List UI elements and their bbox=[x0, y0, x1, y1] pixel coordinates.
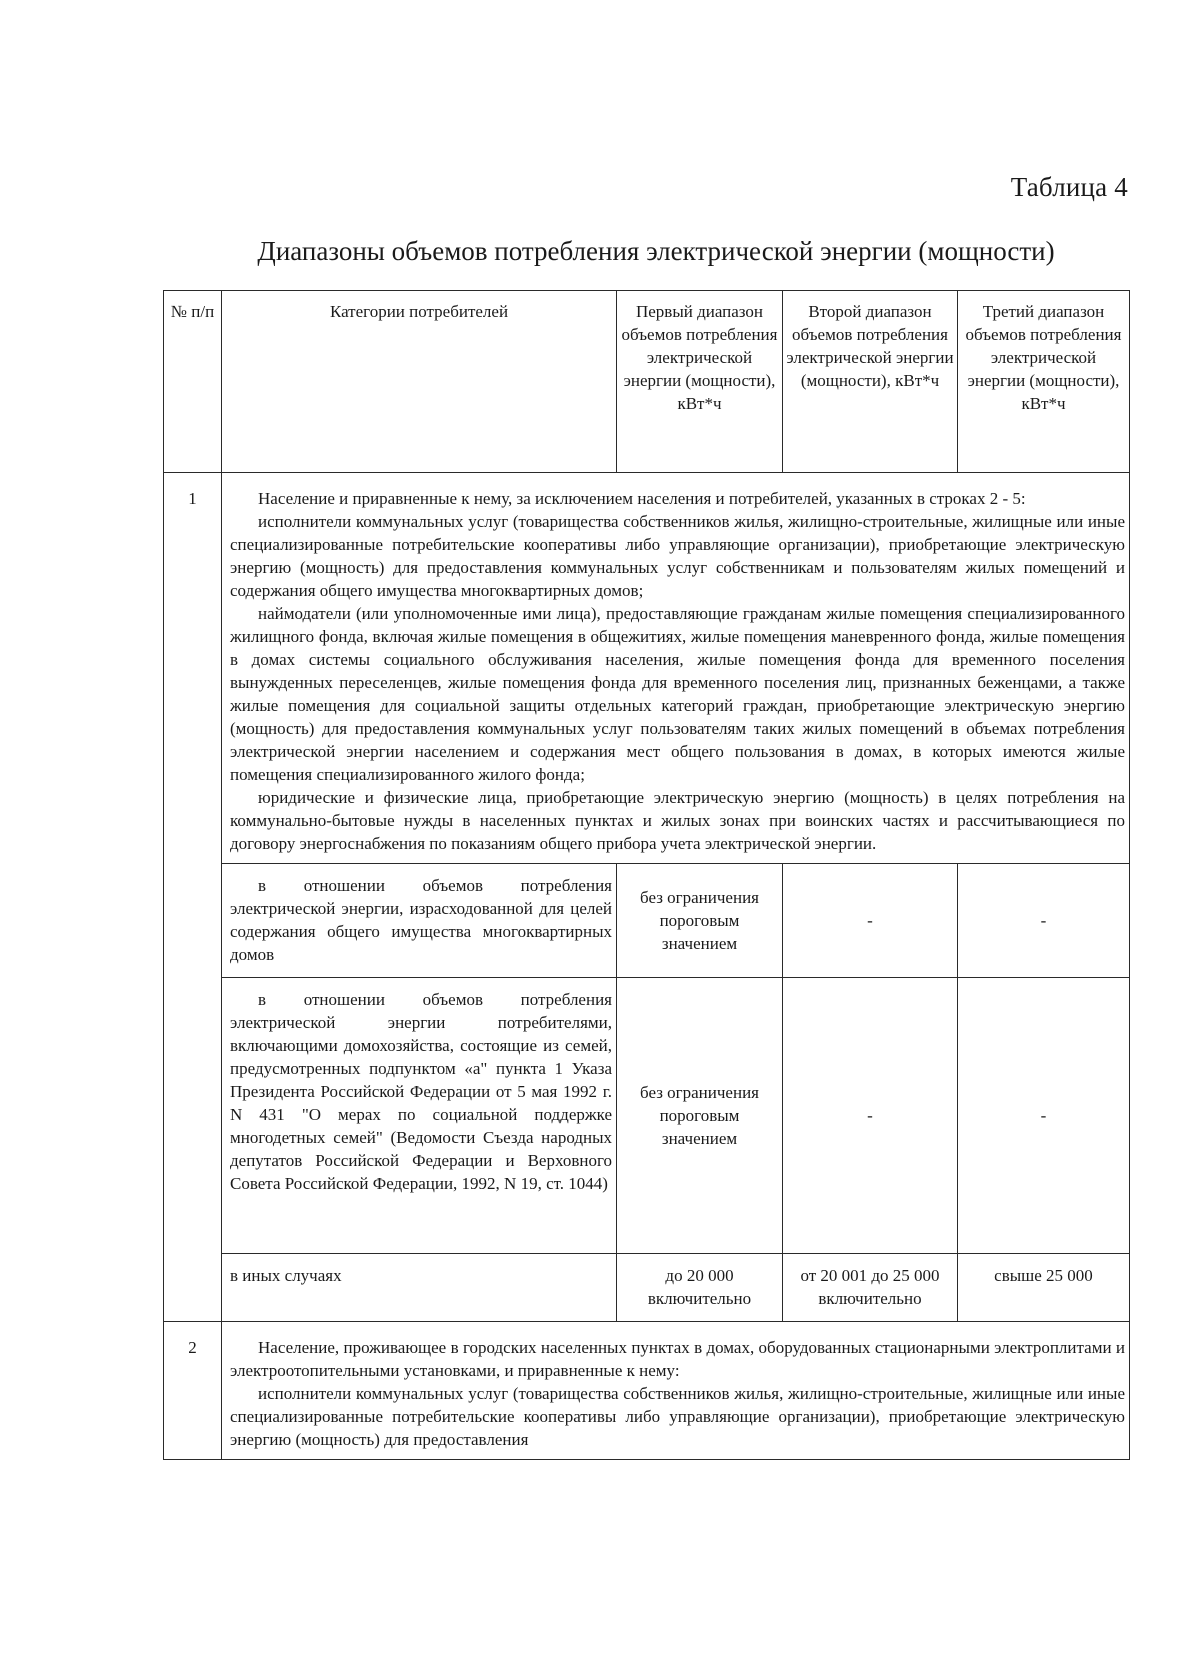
table-row bbox=[164, 473, 1130, 864]
subrow-range-3: - bbox=[958, 864, 1130, 978]
table-header-row bbox=[164, 291, 1130, 473]
subrow-range-1: без ограничения пороговым значением bbox=[617, 978, 783, 1254]
paragraph: наймодатели (или уполномоченные ими лица), предоставляющие гражданам жилые помещения специализированного жилищного фонда, включая жилые помещения в общежитиях, жилые помещения маневренного фонда, жилые помещения в домах системы социального обслуживания населения, жилые помещения фонда для временного поселения вынужденных переселенцев, жилые помещения фонда для временного поселения лиц, признанных беженцами, а также жилые помещения для социальной защиты отдельных категорий граждан, приобретающие электрическую энергию (мощность) для предоставления коммунальных услуг пользователям таких жилых помещений в объемах потребления электрической энергии населением и содержания мест общего пользования в домах, в которых имеются жилые помещения специализированного жилого фонда; bbox=[230, 604, 1125, 784]
header-range-1: Первый диапазон объемов потребления электрической энергии (мощности), кВт*ч bbox=[617, 291, 783, 473]
subrow-range-2: от 20 001 до 25 000 включительно bbox=[783, 1254, 958, 1322]
header-range-3: Третий диапазон объемов потребления электрической энергии (мощности), кВт*ч bbox=[958, 291, 1130, 473]
category-description bbox=[222, 473, 1130, 864]
consumption-ranges-table bbox=[163, 290, 1130, 1460]
subrow-category bbox=[222, 978, 617, 1254]
header-number: № п/п bbox=[164, 291, 222, 473]
subrow-range-3: - bbox=[958, 978, 1130, 1254]
header-category: Категории потребителей bbox=[222, 291, 617, 473]
table-subrow bbox=[164, 1254, 1130, 1322]
paragraph: исполнители коммунальных услуг (товарищества собственников жилья, жилищно-строительные, жилищные или иные специализированные потребительские кооперативы либо управляющие организации), приобретающие электрическую энергию (мощность) для предоставления коммунальных услуг собственникам и пользователям жилых помещений и содержания общего имущества многоквартирных домов; bbox=[230, 512, 1125, 600]
subrow-category-text: в отношении объемов потребления электрической энергии, израсходованной для целей содержания общего имущества многоквартирных домов bbox=[230, 876, 612, 964]
row-number: 2 bbox=[164, 1322, 222, 1460]
subrow-range-2: - bbox=[783, 864, 958, 978]
paragraph: Население, проживающее в городских населенных пунктах в домах, оборудованных стационарными электроплитами и электроотопительными установками, и приравненные к нему: bbox=[230, 1338, 1125, 1380]
table-subrow bbox=[164, 978, 1130, 1254]
subrow-range-1: до 20 000 включительно bbox=[617, 1254, 783, 1322]
header-range-2: Второй диапазон объемов потребления электрической энергии (мощности), кВт*ч bbox=[783, 291, 958, 473]
subrow-range-3: свыше 25 000 bbox=[958, 1254, 1130, 1322]
subrow-category: в иных случаях bbox=[222, 1254, 617, 1322]
paragraph: исполнители коммунальных услуг (товарищества собственников жилья, жилищно-строительные, жилищные или иные специализированные потребительские кооперативы либо управляющие организации), приобретающие электрическую энергию (мощность) для предоставления bbox=[230, 1384, 1125, 1449]
subrow-category bbox=[222, 864, 617, 978]
table-subrow bbox=[164, 864, 1130, 978]
paragraph: юридические и физические лица, приобретающие электрическую энергию (мощность) в целях потребления на коммунально-бытовые нужды в населенных пунктах и жилых зонах при воинских частях и рассчитывающиеся по договору энергоснабжения по показаниям общего прибора учета электрической энергии. bbox=[230, 788, 1125, 853]
document-title: Диапазоны объемов потребления электрической энергии (мощности) bbox=[257, 236, 1055, 266]
table-row bbox=[164, 1322, 1130, 1460]
subrow-range-1: без ограничения пороговым значением bbox=[617, 864, 783, 978]
row-number: 1 bbox=[164, 473, 222, 1322]
category-description bbox=[222, 1322, 1130, 1460]
subrow-category-text: в отношении объемов потребления электрической энергии потребителями, включающими домохозяйства, состоящие из семей, предусмотренных подпунктом «а" пункта 1 Указа Президента Российской Федерации от 5 мая 1992 г. N 431 "О мерах по социальной поддержке многодетных семей" (Ведомости Съезда народных депутатов Российской Федерации и Верховного Совета Российской Федерации, 1992, N 19, ст. 1044) bbox=[230, 990, 612, 1193]
table-number: Таблица 4 bbox=[1010, 172, 1128, 202]
paragraph: Население и приравненные к нему, за исключением населения и потребителей, указанных в строках 2 - 5: bbox=[258, 489, 1026, 508]
subrow-range-2: - bbox=[783, 978, 958, 1254]
